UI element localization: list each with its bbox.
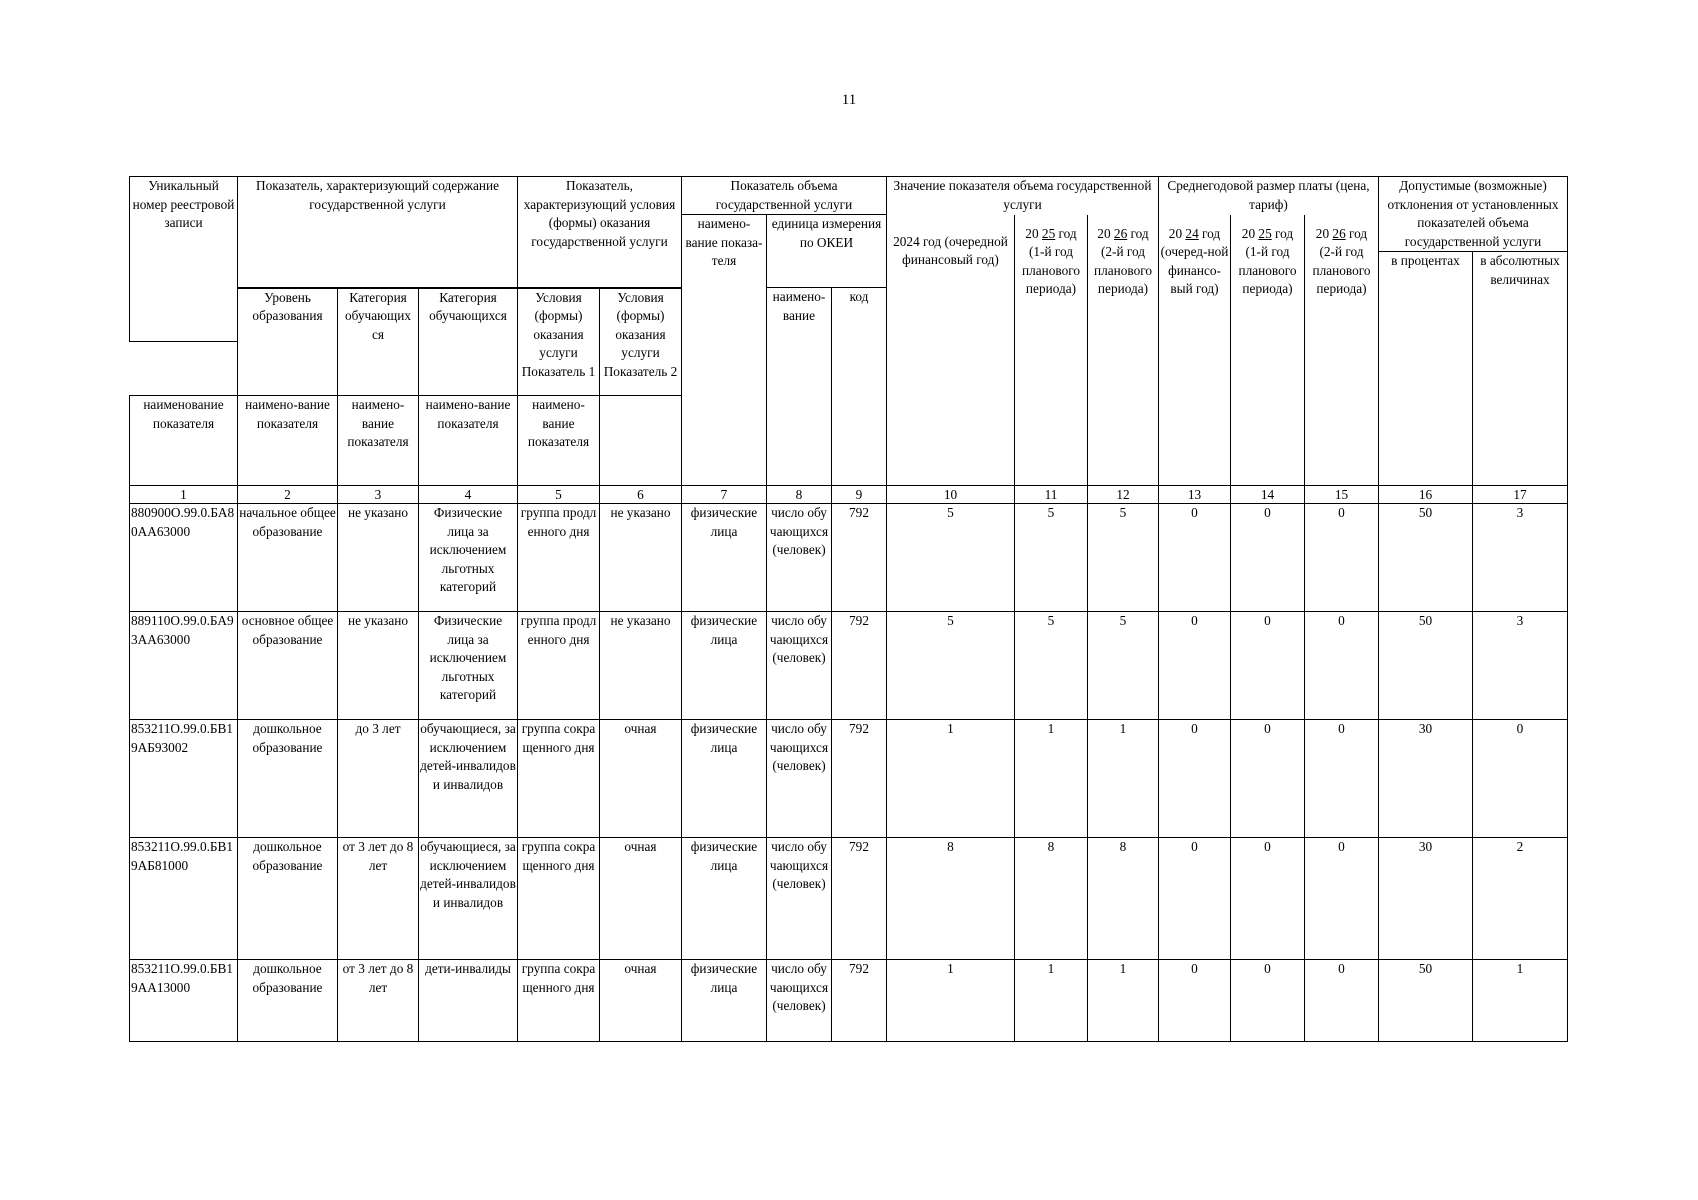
table-row bbox=[130, 960, 1568, 1042]
deviation-percent: 50 bbox=[1379, 960, 1473, 1042]
student-category-1: от 3 лет до 8 лет bbox=[338, 960, 419, 1042]
fee-2024: 0 bbox=[1159, 504, 1231, 612]
unit-name: число обучающихся (человек) bbox=[767, 612, 832, 720]
value-2024: 1 bbox=[887, 720, 1015, 838]
name-indicator-2: наимено-вание показателя bbox=[238, 396, 338, 486]
conditions-2: не указано bbox=[600, 612, 682, 720]
name-indicator-3: наимено-вание показателя bbox=[338, 396, 419, 486]
student-category-2: Физические лица за исключением льготных категорий bbox=[419, 612, 518, 720]
year-2025-header: 20 25 год (1-й год планового периода) bbox=[1015, 215, 1088, 486]
indicator-name: физические лица bbox=[682, 960, 767, 1042]
unit-header: единица измерения по ОКЕИ bbox=[767, 215, 887, 288]
value-2026: 8 bbox=[1088, 838, 1159, 960]
conditions-2: очная bbox=[600, 838, 682, 960]
unit-name: число обучающихся (человек) bbox=[767, 960, 832, 1042]
conditions-1: группа сокращенного дня bbox=[518, 720, 600, 838]
fee-2025-header: 20 25 год (1-й год планового периода) bbox=[1231, 215, 1305, 486]
column-number-row bbox=[130, 486, 1568, 504]
student-category-1: не указано bbox=[338, 504, 419, 612]
page-number: 11 bbox=[841, 92, 857, 108]
registry-number: 853211О.99.0.БВ19АБ93002 bbox=[130, 720, 238, 838]
value-2025: 8 bbox=[1015, 838, 1088, 960]
education-level-header: Уровень образования bbox=[238, 288, 338, 396]
education-level: дошкольное образование bbox=[238, 960, 338, 1042]
fee-2024: 0 bbox=[1159, 720, 1231, 838]
table-row bbox=[130, 720, 1568, 838]
indicator-name: физические лица bbox=[682, 720, 767, 838]
deviation-absolute: 1 bbox=[1473, 960, 1568, 1042]
conditions-1: группа продленного дня bbox=[518, 612, 600, 720]
unit-name-header: наимено-вание bbox=[767, 288, 832, 486]
name-indicator-1: наименование показателя bbox=[130, 396, 238, 486]
conditions-2: очная bbox=[600, 960, 682, 1042]
column-number: 5 bbox=[518, 486, 600, 504]
column-number: 8 bbox=[767, 486, 832, 504]
conditions-1: группа продленного дня bbox=[518, 504, 600, 612]
value-2024: 5 bbox=[887, 612, 1015, 720]
unit-name: число обучающихся (человек) bbox=[767, 838, 832, 960]
column-number: 7 bbox=[682, 486, 767, 504]
registry-number: 853211О.99.0.БВ19АБ81000 bbox=[130, 838, 238, 960]
fee-2025: 0 bbox=[1231, 612, 1305, 720]
value-2025: 1 bbox=[1015, 720, 1088, 838]
student-category-2-header: Категория обучающихся bbox=[419, 288, 518, 396]
fee-2026-header: 20 26 год (2-й год планового периода) bbox=[1305, 215, 1379, 486]
fee-2026: 0 bbox=[1305, 612, 1379, 720]
volume-indicator-header: Показатель объема государственной услуги bbox=[682, 177, 887, 215]
deviation-absolute: 3 bbox=[1473, 504, 1568, 612]
indicator-name-header: наимено-вание показа-теля bbox=[682, 215, 767, 486]
column-number: 10 bbox=[887, 486, 1015, 504]
value-2026: 1 bbox=[1088, 960, 1159, 1042]
student-category-1: до 3 лет bbox=[338, 720, 419, 838]
conditions-2: не указано bbox=[600, 504, 682, 612]
student-category-2: Физические лица за исключением льготных категорий bbox=[419, 504, 518, 612]
unit-code: 792 bbox=[832, 720, 887, 838]
deviation-absolute: 0 bbox=[1473, 720, 1568, 838]
fee-2024: 0 bbox=[1159, 960, 1231, 1042]
service-volume-table bbox=[129, 176, 1568, 1042]
value-2026: 1 bbox=[1088, 720, 1159, 838]
conditions-2: очная bbox=[600, 720, 682, 838]
unit-code: 792 bbox=[832, 960, 887, 1042]
conditions-indicator-header: Показатель, характеризующий условия (формы) оказания государственной услуги bbox=[518, 177, 682, 288]
deviation-absolute: 3 bbox=[1473, 612, 1568, 720]
conditions-1: группа сокращенного дня bbox=[518, 838, 600, 960]
in-percent-header: в процентах bbox=[1379, 252, 1473, 486]
column-number: 12 bbox=[1088, 486, 1159, 504]
education-level: дошкольное образование bbox=[238, 720, 338, 838]
student-category-1: от 3 лет до 8 лет bbox=[338, 838, 419, 960]
column-number: 11 bbox=[1015, 486, 1088, 504]
column-number: 15 bbox=[1305, 486, 1379, 504]
volume-value-header: Значение показателя объема государственной услуги bbox=[887, 177, 1159, 215]
value-2025: 1 bbox=[1015, 960, 1088, 1042]
student-category-1: не указано bbox=[338, 612, 419, 720]
indicator-name: физические лица bbox=[682, 504, 767, 612]
name-indicator-5: наимено-вание показателя bbox=[518, 396, 600, 486]
education-level: дошкольное образование bbox=[238, 838, 338, 960]
year-2024-header: 2024 год (очередной финансовый год) bbox=[887, 215, 1015, 486]
column-number: 4 bbox=[419, 486, 518, 504]
unit-name: число обучающихся (человек) bbox=[767, 504, 832, 612]
deviation-percent: 30 bbox=[1379, 720, 1473, 838]
year-2026-header: 20 26 год (2-й год планового периода) bbox=[1088, 215, 1159, 486]
column-number: 17 bbox=[1473, 486, 1568, 504]
column-number: 2 bbox=[238, 486, 338, 504]
value-2025: 5 bbox=[1015, 504, 1088, 612]
indicator-name: физические лица bbox=[682, 612, 767, 720]
column-number: 13 bbox=[1159, 486, 1231, 504]
name-indicator-4: наимено-вание показателя bbox=[419, 396, 518, 486]
column-number: 14 bbox=[1231, 486, 1305, 504]
education-level: основное общее образование bbox=[238, 612, 338, 720]
value-2024: 1 bbox=[887, 960, 1015, 1042]
education-level: начальное общее образование bbox=[238, 504, 338, 612]
registry-number: 880900О.99.0.БА80АА63000 bbox=[130, 504, 238, 612]
fee-2026: 0 bbox=[1305, 720, 1379, 838]
registry-number: 889110О.99.0.БА93АА63000 bbox=[130, 612, 238, 720]
fee-2025: 0 bbox=[1231, 960, 1305, 1042]
student-category-2: обучающиеся, за исключением детей-инвалидов и инвалидов bbox=[419, 838, 518, 960]
value-2026: 5 bbox=[1088, 504, 1159, 612]
column-number: 1 bbox=[130, 486, 238, 504]
column-number: 9 bbox=[832, 486, 887, 504]
fee-2025: 0 bbox=[1231, 720, 1305, 838]
column-number: 3 bbox=[338, 486, 419, 504]
column-number: 6 bbox=[600, 486, 682, 504]
deviation-percent: 50 bbox=[1379, 504, 1473, 612]
deviation-percent: 50 bbox=[1379, 612, 1473, 720]
value-2024: 8 bbox=[887, 838, 1015, 960]
registry-number: 853211О.99.0.БВ19АА13000 bbox=[130, 960, 238, 1042]
table-row bbox=[130, 838, 1568, 960]
fee-2025: 0 bbox=[1231, 838, 1305, 960]
fee-2024: 0 bbox=[1159, 612, 1231, 720]
unique-number-header: Уникальный номер реестровой записи bbox=[130, 177, 238, 342]
student-category-1-header: Категория обучающих ся bbox=[338, 288, 419, 396]
value-2025: 5 bbox=[1015, 612, 1088, 720]
unit-code: 792 bbox=[832, 838, 887, 960]
unit-code: 792 bbox=[832, 612, 887, 720]
in-absolute-header: в абсолютных величинах bbox=[1473, 252, 1568, 486]
content-indicator-header: Показатель, характеризующий содержание государственной услуги bbox=[238, 177, 518, 288]
value-2026: 5 bbox=[1088, 612, 1159, 720]
deviation-percent: 30 bbox=[1379, 838, 1473, 960]
unit-name: число обучающихся (человек) bbox=[767, 720, 832, 838]
table-row bbox=[130, 612, 1568, 720]
student-category-2: обучающиеся, за исключением детей-инвалидов и инвалидов bbox=[419, 720, 518, 838]
unit-code: 792 bbox=[832, 504, 887, 612]
value-2024: 5 bbox=[887, 504, 1015, 612]
table-row bbox=[130, 504, 1568, 612]
unit-code-header: код bbox=[832, 288, 887, 486]
fee-2024-header: 20 24 год (очеред-ной финансо-вый год) bbox=[1159, 215, 1231, 486]
fee-2025: 0 bbox=[1231, 504, 1305, 612]
conditions-1: группа сокращенного дня bbox=[518, 960, 600, 1042]
conditions-1-header: Условия (формы) оказания услуги Показатель 1 bbox=[518, 288, 600, 396]
fee-2026: 0 bbox=[1305, 838, 1379, 960]
fee-2024: 0 bbox=[1159, 838, 1231, 960]
conditions-2-header: Условия (формы) оказания услуги Показатель 2 bbox=[600, 288, 682, 396]
fee-2026: 0 bbox=[1305, 960, 1379, 1042]
column-number: 16 bbox=[1379, 486, 1473, 504]
fee-2026: 0 bbox=[1305, 504, 1379, 612]
average-fee-header: Среднегодовой размер платы (цена, тариф) bbox=[1159, 177, 1379, 215]
student-category-2: дети-инвалиды bbox=[419, 960, 518, 1042]
indicator-name: физические лица bbox=[682, 838, 767, 960]
deviation-absolute: 2 bbox=[1473, 838, 1568, 960]
deviation-header: Допустимые (возможные) отклонения от установленных показателей объема государственной услуги bbox=[1379, 177, 1568, 252]
